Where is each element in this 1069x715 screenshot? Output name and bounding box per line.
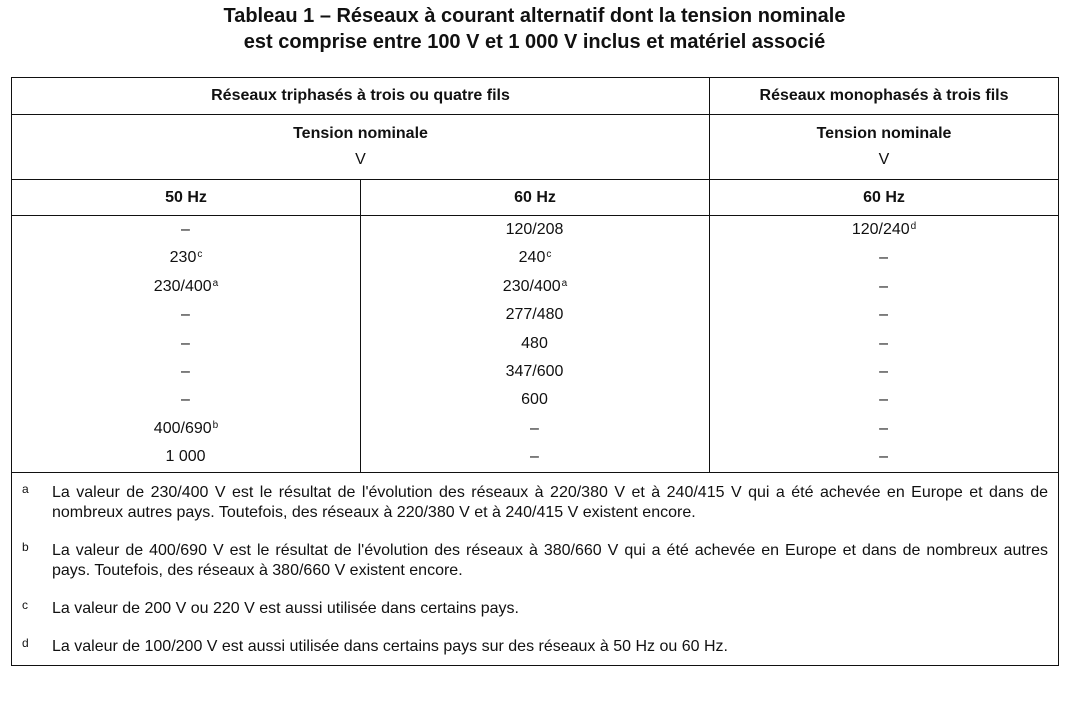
voltage-table xyxy=(11,77,1059,666)
voltage-value: 1 000 xyxy=(165,448,206,466)
voltage-value: – xyxy=(530,419,539,437)
single-phase-tension-cell xyxy=(710,115,1059,180)
voltage-value: – xyxy=(879,419,888,437)
footnote-text: La valeur de 100/200 V est aussi utilisée dans certains pays sur des réseaux à 50 Hz ou 60 Hz. xyxy=(52,637,728,655)
footnote-ref: b xyxy=(212,419,219,431)
voltage-value: 230/400$^a$ xyxy=(153,277,219,295)
footnote-ref: c xyxy=(197,249,203,261)
tension-label: Tension nominale xyxy=(293,125,428,142)
voltage-value: 347/600 xyxy=(505,362,564,380)
title-line-2: est comprise entre 100 V et 1 000 V inclus et matériel associé xyxy=(243,31,826,53)
footnote-label: a xyxy=(22,481,29,496)
voltage-value: – xyxy=(879,391,888,409)
voltage-value: – xyxy=(879,334,888,352)
column-50hz xyxy=(12,216,361,473)
single-phase-header: Réseaux monophasés à trois fils xyxy=(710,78,1059,115)
voltage-value: 230/400$^a$ xyxy=(502,277,568,295)
voltage-value: – xyxy=(879,448,888,466)
voltage-value: – xyxy=(879,277,888,295)
footnote-text: La valeur de 230/400 V est le résultat de l'évolution des réseaux à 220/380 V et à 240/415 V qui a été achevée en Europe et dans de nombreux autres pays. Toutefois, des réseaux à 220/380 V et à 240/415 V existent encore. xyxy=(52,483,1049,521)
footnote-ref: a xyxy=(561,277,568,289)
voltage-value: 120/240$^d$ xyxy=(851,221,917,238)
footnote-ref: a xyxy=(212,277,219,289)
footnote-label: b xyxy=(22,539,29,554)
voltage-value: – xyxy=(879,249,888,267)
freq-header-50hz: 50 Hz xyxy=(12,180,361,216)
freq-header-60hz-single-phase: 60 Hz xyxy=(710,180,1059,216)
voltage-value: 277/480 xyxy=(505,306,564,324)
voltage-value: – xyxy=(181,221,190,238)
tension-label: Tension nominale xyxy=(816,125,952,142)
voltage-value: – xyxy=(879,362,888,380)
table-title xyxy=(0,3,1069,55)
freq-header-60hz-three-phase: 60 Hz xyxy=(361,180,710,216)
footnote-text: La valeur de 400/690 V est le résultat de l'évolution des réseaux à 380/660 V qui a été achevée en Europe et dans de nombreux autres pays. Toutefois, des réseaux à 380/660 V existent encore. xyxy=(52,541,1049,579)
footnote-label: c xyxy=(22,597,28,612)
voltage-value: – xyxy=(181,334,190,352)
voltage-value: – xyxy=(181,362,190,380)
three-phase-header: Réseaux triphasés à trois ou quatre fils xyxy=(12,78,710,115)
three-phase-tension-cell xyxy=(12,115,710,180)
footnote-ref: d xyxy=(910,221,917,232)
tension-header-row xyxy=(12,115,1059,180)
voltage-value: – xyxy=(181,306,190,324)
footnote-d xyxy=(22,637,1048,657)
frequency-header-row xyxy=(12,180,1059,216)
voltage-value: – xyxy=(181,391,190,409)
footnote-ref: c xyxy=(546,249,552,261)
voltage-value: 600 xyxy=(521,391,548,409)
voltage-value: 480 xyxy=(521,334,548,352)
footnotes-cell xyxy=(12,472,1059,665)
group-header-row xyxy=(12,78,1059,115)
voltage-value: – xyxy=(530,448,539,466)
voltage-value: 120/208 xyxy=(505,221,564,238)
unit-label: V xyxy=(355,151,366,168)
footnote-label: d xyxy=(22,635,29,650)
voltage-value: 230$^c$ xyxy=(169,249,203,267)
title-line-1: Tableau 1 – Réseaux à courant alternatif dont la tension nominale xyxy=(223,5,846,27)
column-60hz-single-phase xyxy=(710,216,1059,473)
voltage-value: 240$^c$ xyxy=(518,249,552,267)
notes-row xyxy=(12,472,1059,665)
values-row xyxy=(12,216,1059,473)
unit-label: V xyxy=(878,151,890,168)
footnote-a xyxy=(22,483,1048,523)
voltage-value: – xyxy=(879,306,888,324)
column-60hz-three-phase xyxy=(361,216,710,473)
footnote-text: La valeur de 200 V ou 220 V est aussi utilisée dans certains pays. xyxy=(52,599,519,617)
footnote-b xyxy=(22,541,1048,581)
voltage-value: 400/690$^b$ xyxy=(153,419,219,437)
footnote-c xyxy=(22,599,1048,619)
